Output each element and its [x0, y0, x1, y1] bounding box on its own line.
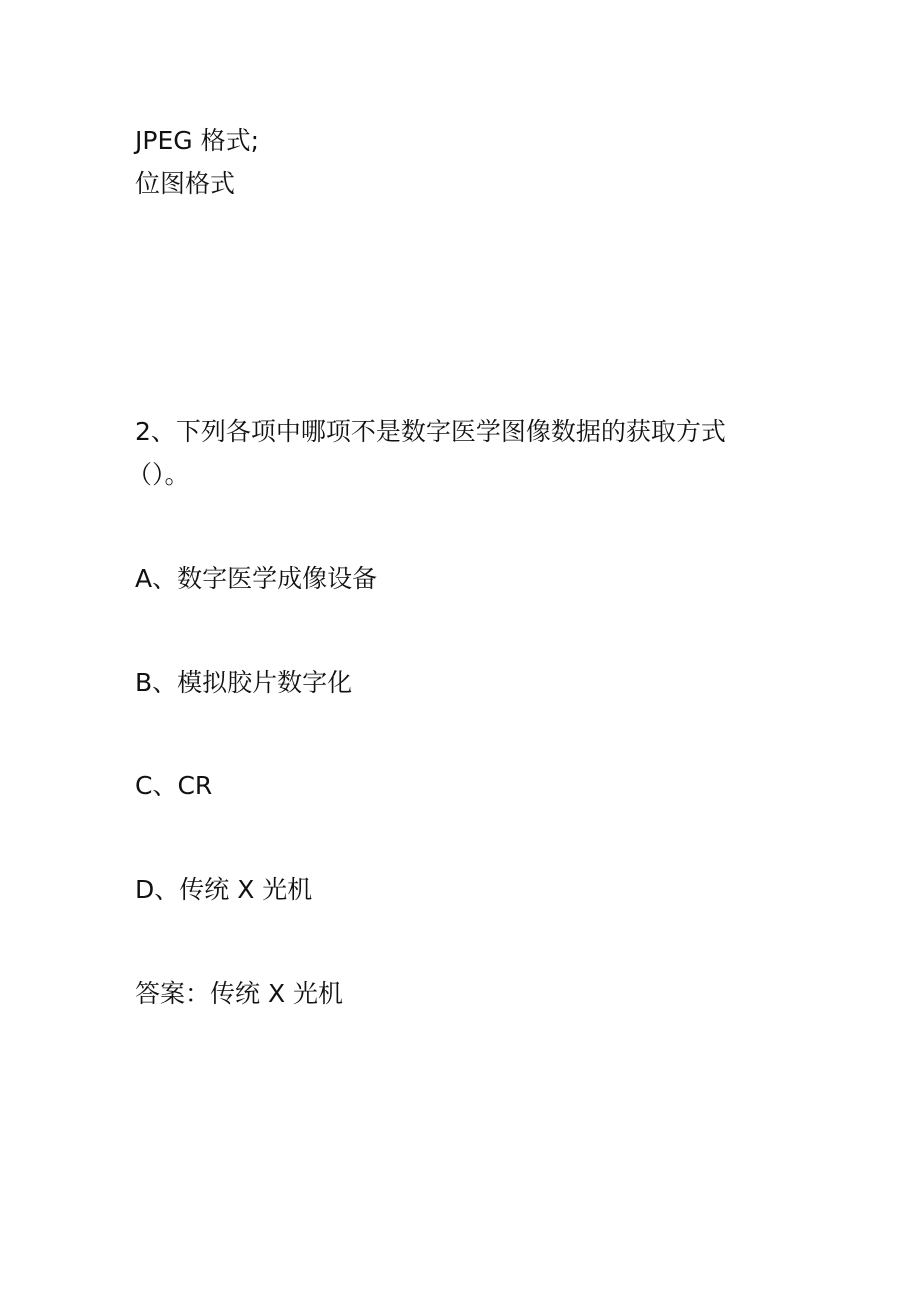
option-b: B、模拟胶片数字化	[135, 668, 353, 697]
prev-option-line-2: 位图格式	[135, 169, 236, 198]
option-a: A、数字医学成像设备	[135, 564, 378, 593]
option-c: C、CR	[135, 771, 213, 800]
question-stem-line-1: 2、下列各项中哪项不是数字医学图像数据的获取方式	[135, 417, 726, 446]
prev-option-line-1: JPEG 格式;	[135, 126, 259, 155]
option-d: D、传统 X 光机	[135, 875, 313, 904]
answer-line: 答案：传统 X 光机	[135, 979, 344, 1008]
question-stem-line-2: （）。	[127, 460, 190, 489]
